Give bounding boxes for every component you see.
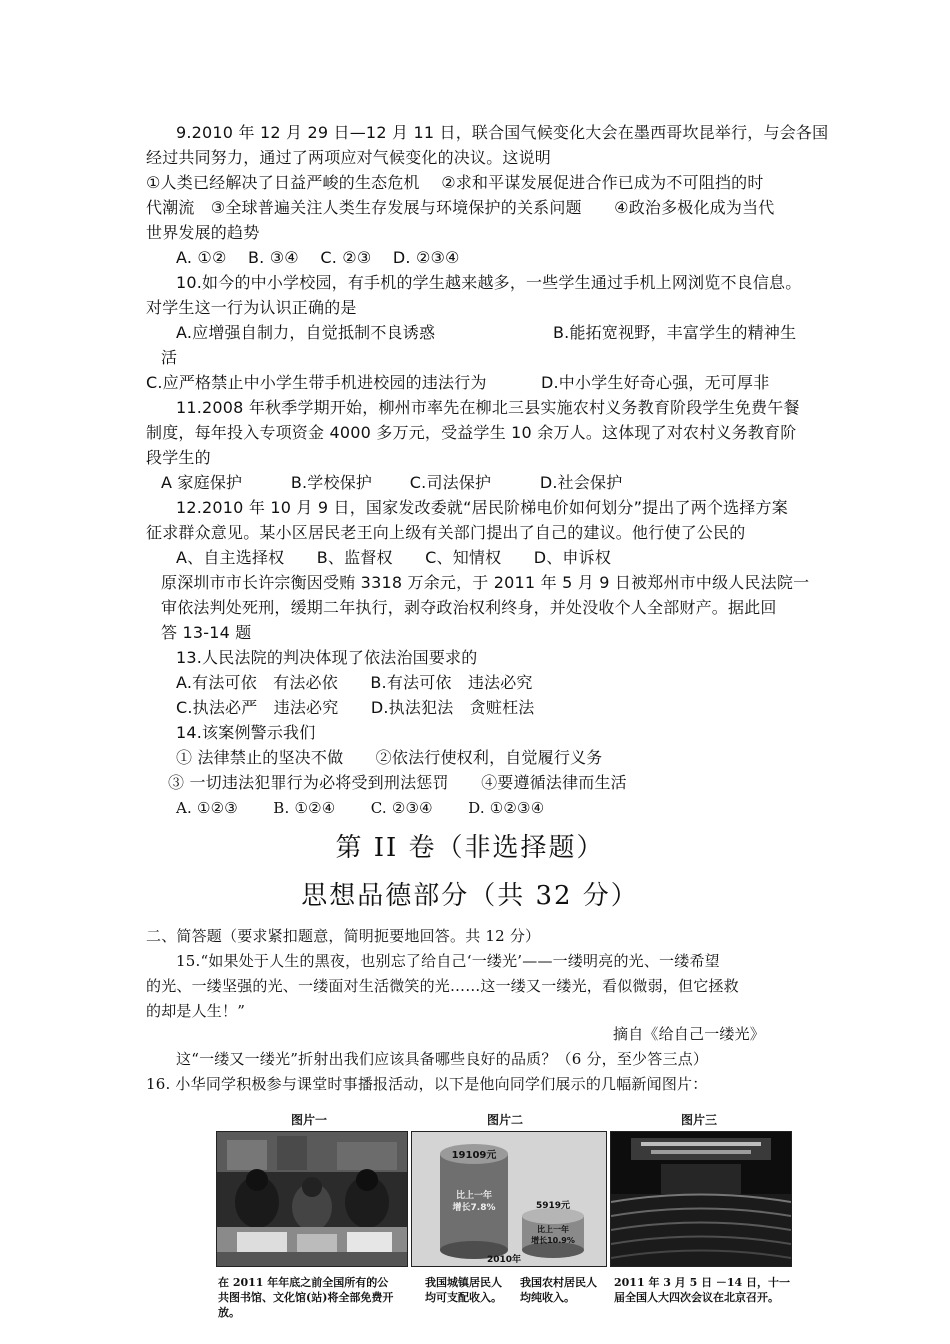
urban-income-value: 19109元 xyxy=(451,1150,497,1161)
urban-growth-label2: 增长7.8% xyxy=(452,1203,496,1213)
picture3-congress-photo xyxy=(610,1131,792,1267)
picture3-caption: 2011 年 3 月 5 日 －14 日，十一届全国人大四次会议在北京召开。 xyxy=(614,1276,791,1304)
q15-line1: 15.“如果处于人生的黑夜，也别忘了给自己‘一缕光’——一缕明亮的光、一缕希望 xyxy=(176,952,720,970)
q12-options: A、自主选择权 B、监督权 C、知情权 D、申诉权 xyxy=(176,548,612,567)
income-cylinders-graphic xyxy=(412,1132,606,1266)
q13-options-cd: C.执法必严 违法必究 D.执法犯法 贪赃枉法 xyxy=(176,698,535,717)
q10-line1: 10.如今的中小学校园，有手机的学生越来越多，一些学生通过手机上网浏览不良信息。 xyxy=(176,273,802,292)
q11-line2: 制度，每年投入专项资金 4000 多万元，受益学生 10 余万人。这体现了对农村义务教育阶 xyxy=(146,423,797,442)
passage-line2: 审依法判处死刑，缓期二年执行，剥夺政治权利终身，并处没收个人全部财产。据此回 xyxy=(161,598,777,617)
q13-stem: 13.人民法院的判决体现了依法治国要求的 xyxy=(176,648,478,667)
q15-question: 这“一缕又一缕光”折射出我们应该具备哪些良好的品质？（6 分，至少答三点） xyxy=(176,1050,709,1068)
section-heading: 思想品德部分（共 32 分） xyxy=(301,881,639,911)
q11-line1: 11.2008 年秋季学期开始，柳州市率先在柳北三县实施农村义务教育阶段学生免费午餐 xyxy=(176,398,800,417)
q10-option-c: C.应严格禁止中小学生带手机进校园的违法行为 xyxy=(146,373,487,392)
q15-source: 摘自《给自己一缕光》 xyxy=(613,1025,766,1043)
rural-growth-label1: 比上一年 xyxy=(537,1225,569,1234)
picture2-caption-rural: 我国农村居民人均纯收入。 xyxy=(520,1276,597,1304)
picture2-title: 图片二 xyxy=(487,1113,524,1127)
q14-stem: 14.该案例警示我们 xyxy=(176,723,316,742)
rural-income-value: 5919元 xyxy=(535,1201,571,1211)
picture3-title: 图片三 xyxy=(681,1113,718,1127)
section-instruction: 二、简答题（要求紧扣题意，简明扼要地回答。共 12 分） xyxy=(146,927,541,945)
picture2-caption-urban: 我国城镇居民人均可支配收入。 xyxy=(425,1276,502,1304)
part-ii-heading: 第 II 卷（非选择题） xyxy=(335,833,605,863)
q14-line2: ③ 一切违法犯罪行为必将受到刑法惩罚 ④要遵循法律而生活 xyxy=(168,773,627,792)
q10-option-d: D.中小学生好奇心强，无可厚非 xyxy=(541,373,770,392)
q9-line4: 代潮流 ③全球普遍关注人类生存发展与环境保护的关系问题 ④政治多极化成为当代 xyxy=(146,198,775,217)
picture1-caption: 在 2011 年年底之前全国所有的公共图书馆、文化馆(站)将全部免费开放。 xyxy=(218,1276,394,1319)
picture2-income-graphic xyxy=(411,1131,607,1267)
library-scene-graphic xyxy=(217,1132,407,1266)
q11-line3: 段学生的 xyxy=(146,448,211,467)
q16-stem: 16. 小华同学积极参与课堂时事播报活动，以下是他向同学们展示的几幅新闻图片： xyxy=(146,1075,708,1093)
q10-line2: 对学生这一行为认识正确的是 xyxy=(146,298,357,317)
q9-line5: 世界发展的趋势 xyxy=(146,223,260,242)
urban-growth-label1: 比上一年 xyxy=(455,1191,493,1201)
picture1-title: 图片一 xyxy=(291,1113,328,1127)
q9-options: A. ①② B. ③④ C. ②③ D. ②③④ xyxy=(176,248,460,267)
q10-option-b-cont: 活 xyxy=(161,348,178,367)
q9-line2: 经过共同努力，通过了两项应对气候变化的决议。这说明 xyxy=(146,148,552,167)
q14-options: A. ①②③ B. ①②④ C. ②③④ D. ①②③④ xyxy=(176,799,545,817)
q15-line2: 的光、一缕坚强的光、一缕面对生活微笑的光……这一缕又一缕光，看似微弱，但它拯救 xyxy=(146,977,739,995)
year-label: 2010年 xyxy=(486,1255,522,1265)
passage-line3: 答 13-14 题 xyxy=(161,623,252,642)
q9-line1: 9.2010 年 12 月 29 日—12 月 11 日，联合国气候变化大会在墨西哥坎昆举行，与会各国 xyxy=(176,123,829,142)
q9-line3: ①人类已经解决了日益严峻的生态危机 ②求和平谋发展促进合作已成为不可阻挡的时 xyxy=(146,173,764,192)
passage-line1: 原深圳市市长许宗衡因受贿 3318 万余元，于 2011 年 5 月 9 日被郑州市中级人民法院一 xyxy=(161,573,810,592)
q10-option-b: B.能拓宽视野，丰富学生的精神生 xyxy=(553,323,797,342)
q12-line1: 12.2010 年 10 月 9 日，国家发改委就“居民阶梯电价如何划分”提出了两个选择方案 xyxy=(176,498,788,517)
q15-line3: 的却是人生！” xyxy=(146,1002,246,1020)
q11-options: A 家庭保护 B.学校保护 C.司法保护 D.社会保护 xyxy=(161,473,623,492)
q14-line1: ① 法律禁止的坚决不做 ②依法行使权利，自觉履行义务 xyxy=(176,748,603,767)
q13-options-ab: A.有法可依 有法必依 B.有法可依 违法必究 xyxy=(176,673,533,692)
q12-line2: 征求群众意见。某小区居民老王向上级有关部门提出了自己的建议。他行使了公民的 xyxy=(146,523,746,542)
congress-hall-graphic xyxy=(611,1132,791,1266)
picture1-library-photo xyxy=(216,1131,408,1267)
q10-option-a: A.应增强自制力，自觉抵制不良诱惑 xyxy=(176,323,436,342)
rural-growth-label2: 增长10.9% xyxy=(531,1236,575,1245)
